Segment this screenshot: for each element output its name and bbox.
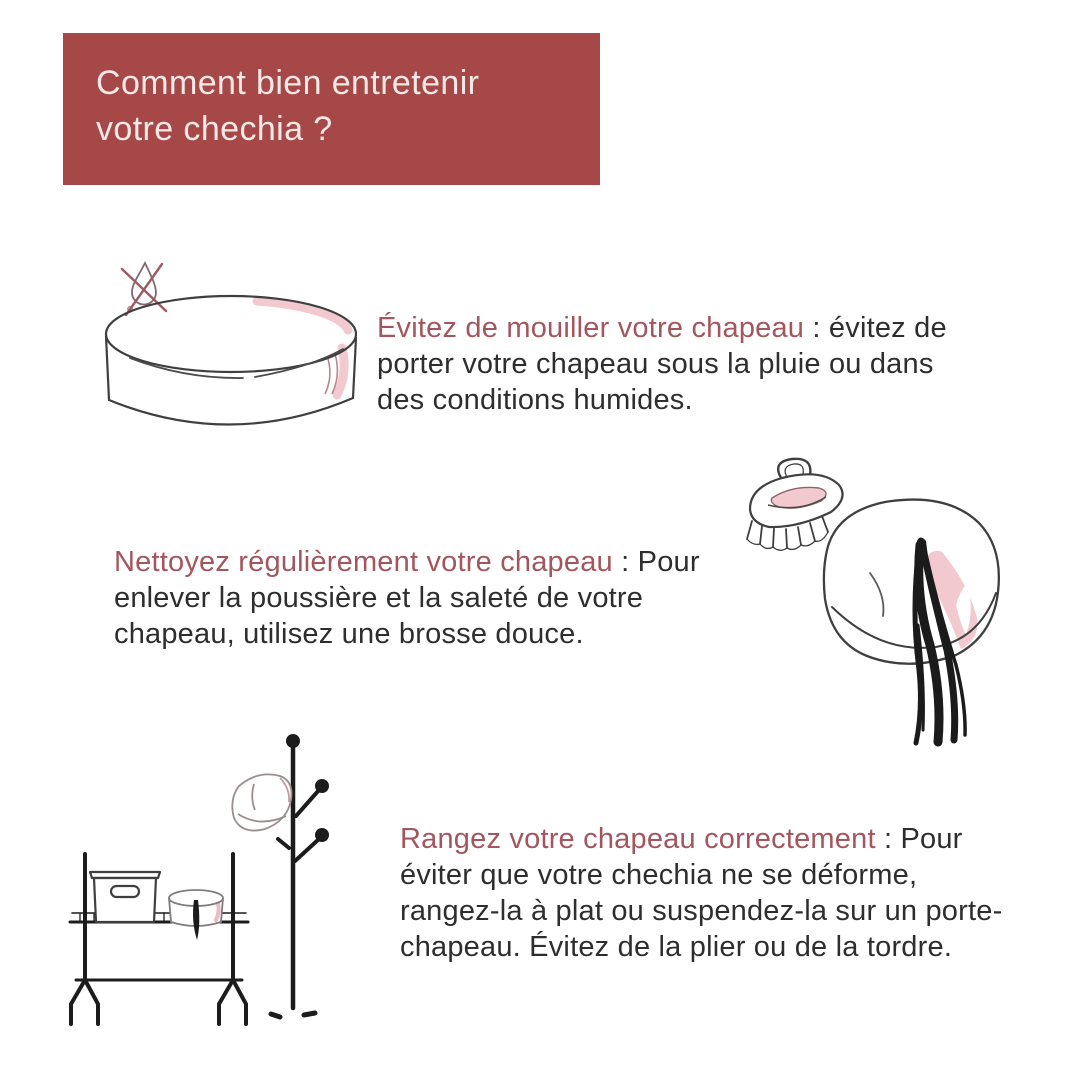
tip-avoid-water-body: évitez de porter votre chapeau sous la pluie ou dans des conditions humides.	[377, 312, 947, 416]
title-banner	[63, 33, 600, 185]
tip-separator: :	[804, 312, 829, 344]
hanging-chechia-drawing	[232, 774, 291, 830]
tip-clean-regularly-heading: Nettoyez régulièrement votre chapeau	[114, 546, 613, 578]
brush-drawing	[747, 459, 843, 550]
tip-avoid-water-heading: Évitez de mouiller votre chapeau	[377, 312, 805, 344]
hat-rack-illustration	[58, 726, 334, 1030]
chechia-no-water-illustration	[85, 248, 370, 443]
tip-separator: :	[612, 546, 638, 578]
tip-avoid-water	[377, 310, 977, 418]
brush-chechia-illustration	[720, 455, 1020, 750]
tip-separator: :	[875, 823, 901, 855]
chechia-hat-drawing	[106, 296, 356, 425]
tip-store-properly	[400, 821, 1012, 965]
tip-clean-regularly	[114, 544, 706, 652]
tip-store-properly-heading: Rangez votre chapeau correctement	[400, 823, 876, 855]
tilted-chechia-drawing	[824, 500, 999, 664]
tip-clean-regularly-body: Pour enlever la poussière et la saleté de votre chapeau, utilisez une brosse douce.	[114, 546, 700, 650]
storage-box-drawing	[90, 872, 160, 922]
shelf-chechia-drawing	[169, 890, 223, 940]
tip-store-properly-body: Pour éviter que votre chechia ne se déforme, rangez-la à plat ou suspendez-la sur un porte-chapeau. Évitez de la plier ou de la tordre.	[400, 823, 1003, 963]
page-title: Comment bien entretenir votre chechia ?	[96, 64, 480, 148]
